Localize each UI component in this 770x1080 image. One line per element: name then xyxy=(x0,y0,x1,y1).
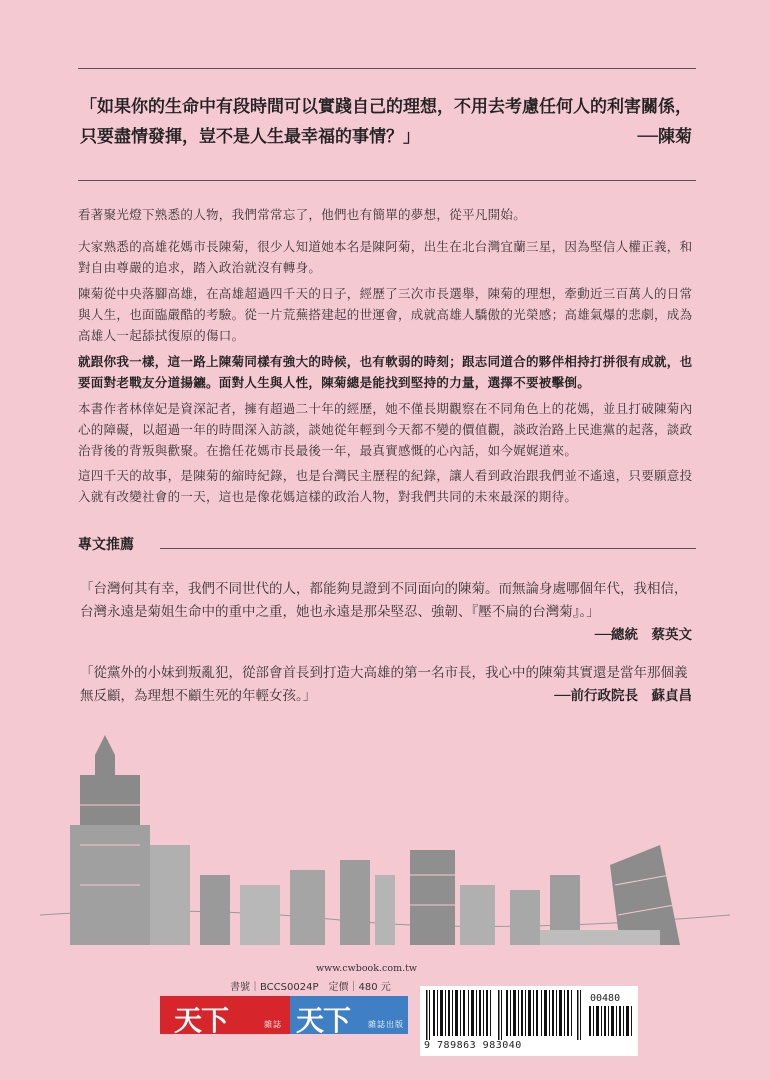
paragraph-1: 看著聚光燈下熟悉的人物，我們常常忘了，他們也有簡單的夢想，從平凡開始。 xyxy=(78,207,527,222)
paragraph-2: 大家熟悉的高雄花媽市長陳菊，很少人知道她本名是陳阿菊，出生在北台灣宜蘭三星，因為堅信人權正義，和對自由尊嚴的追求，踏入政治就沒有轉身。 xyxy=(78,239,693,275)
cw-publishing-logo-text: 天下 xyxy=(296,1004,351,1037)
cw-publishing-logo xyxy=(290,996,408,1037)
city-skyline-illustration xyxy=(40,715,730,985)
recommendation-1-signature: ──總統 蔡英文 xyxy=(594,627,692,643)
price-barcode xyxy=(588,1006,633,1036)
paragraph-4: 就跟你我一樣，這一路上陳菊同樣有強大的時候，也有軟弱的時刻；跟志同道合的夥伴相持打拼很有成就，也要面對老戰友分道揚鑣。面對人生與人性，陳菊總是能找到堅持的力量，選擇不要被擊倒。 xyxy=(78,354,693,390)
pull-quote xyxy=(80,92,692,152)
recommendation-2-text: 「從黨外的小妹到叛亂犯，從部會首長到打造大高雄的第一名市長，我心中的陳菊其實還是當年那個義無反顧，為理想不顧生死的年輕女孩。」 xyxy=(80,665,688,704)
isbn-barcode xyxy=(424,990,584,1040)
cw-magazine-logo-subtext: 雜誌 xyxy=(264,1020,282,1029)
quote-rule xyxy=(78,180,696,181)
cw-publishing-logo-subtext: 雜誌出版 xyxy=(368,1020,404,1029)
recommendation-1 xyxy=(80,578,692,647)
paragraph-5: 本書作者林倖妃是資深記者，擁有超過二十年的經歷，她不僅長期觀察在不同角色上的花媽，並且打破陳菊內心的障礙，以超過一年的時間深入訪談，談她從年輕到今天都不變的價值觀，談政治路上民進黨的起落，談政治背後的背叛與歡聚。在擔任花媽市長最後一年，最真實感慨的心內話，如今娓娓道來。 xyxy=(78,401,693,458)
cw-magazine-logo-text: 天下 xyxy=(174,1004,229,1037)
quote-signature: ──陳菊 xyxy=(637,127,692,147)
quote-line-1: 「如果你的生命中有段時間可以實踐自己的理想，不用去考慮任何人的利害關係， xyxy=(80,97,692,117)
paragraph-3: 陳菊從中央落腳高雄，在高雄超過四千天的日子，經歷了三次市長選舉，陳菊的理想，牽動近三百萬人的日常與人生，也面臨嚴酷的考驗。從一片荒蕪搭建起的世運會，成就高雄人驕傲的光榮感；高雄氣爆的悲劇，成為高雄人一起舔拭復原的傷口。 xyxy=(78,286,693,343)
recommendation-2-signature: ──前行政院長 蘇貞昌 xyxy=(554,688,692,704)
recommendation-1-text: 「台灣何其有幸，我們不同世代的人，都能夠見證到不同面向的陳菊。而無論身處哪個年代，我相信，台灣永遠是菊姐生命中的重中之重，她也永遠是那朵堅忍、強韌、『壓不扁的台灣菊』。」 xyxy=(80,581,688,620)
cw-magazine-logo xyxy=(160,996,290,1037)
quote-line-2: 只要盡情發揮，豈不是人生最幸福的事情？」 xyxy=(80,127,420,147)
book-number-and-price: 書號｜BCCS0024P 定價｜480 元 xyxy=(230,982,391,993)
isbn-digits: 9 789863 983040 xyxy=(424,1040,522,1051)
website-url: www.cwbook.com.tw xyxy=(316,963,418,974)
price-code-digits: 00480 xyxy=(590,993,621,1004)
top-rule xyxy=(78,68,696,69)
recommend-heading: 專文推薦 xyxy=(78,537,134,553)
recommendation-2 xyxy=(80,662,692,708)
paragraph-6: 這四千天的故事，是陳菊的縮時紀錄，也是台灣民主歷程的紀錄，讓人看到政治跟我們並不遙遠，只要願意投入就有改變社會的一天，這也是像花媽這樣的政治人物，對我們共同的未來最深的期待。 xyxy=(78,468,693,504)
recommend-rule xyxy=(160,548,696,549)
